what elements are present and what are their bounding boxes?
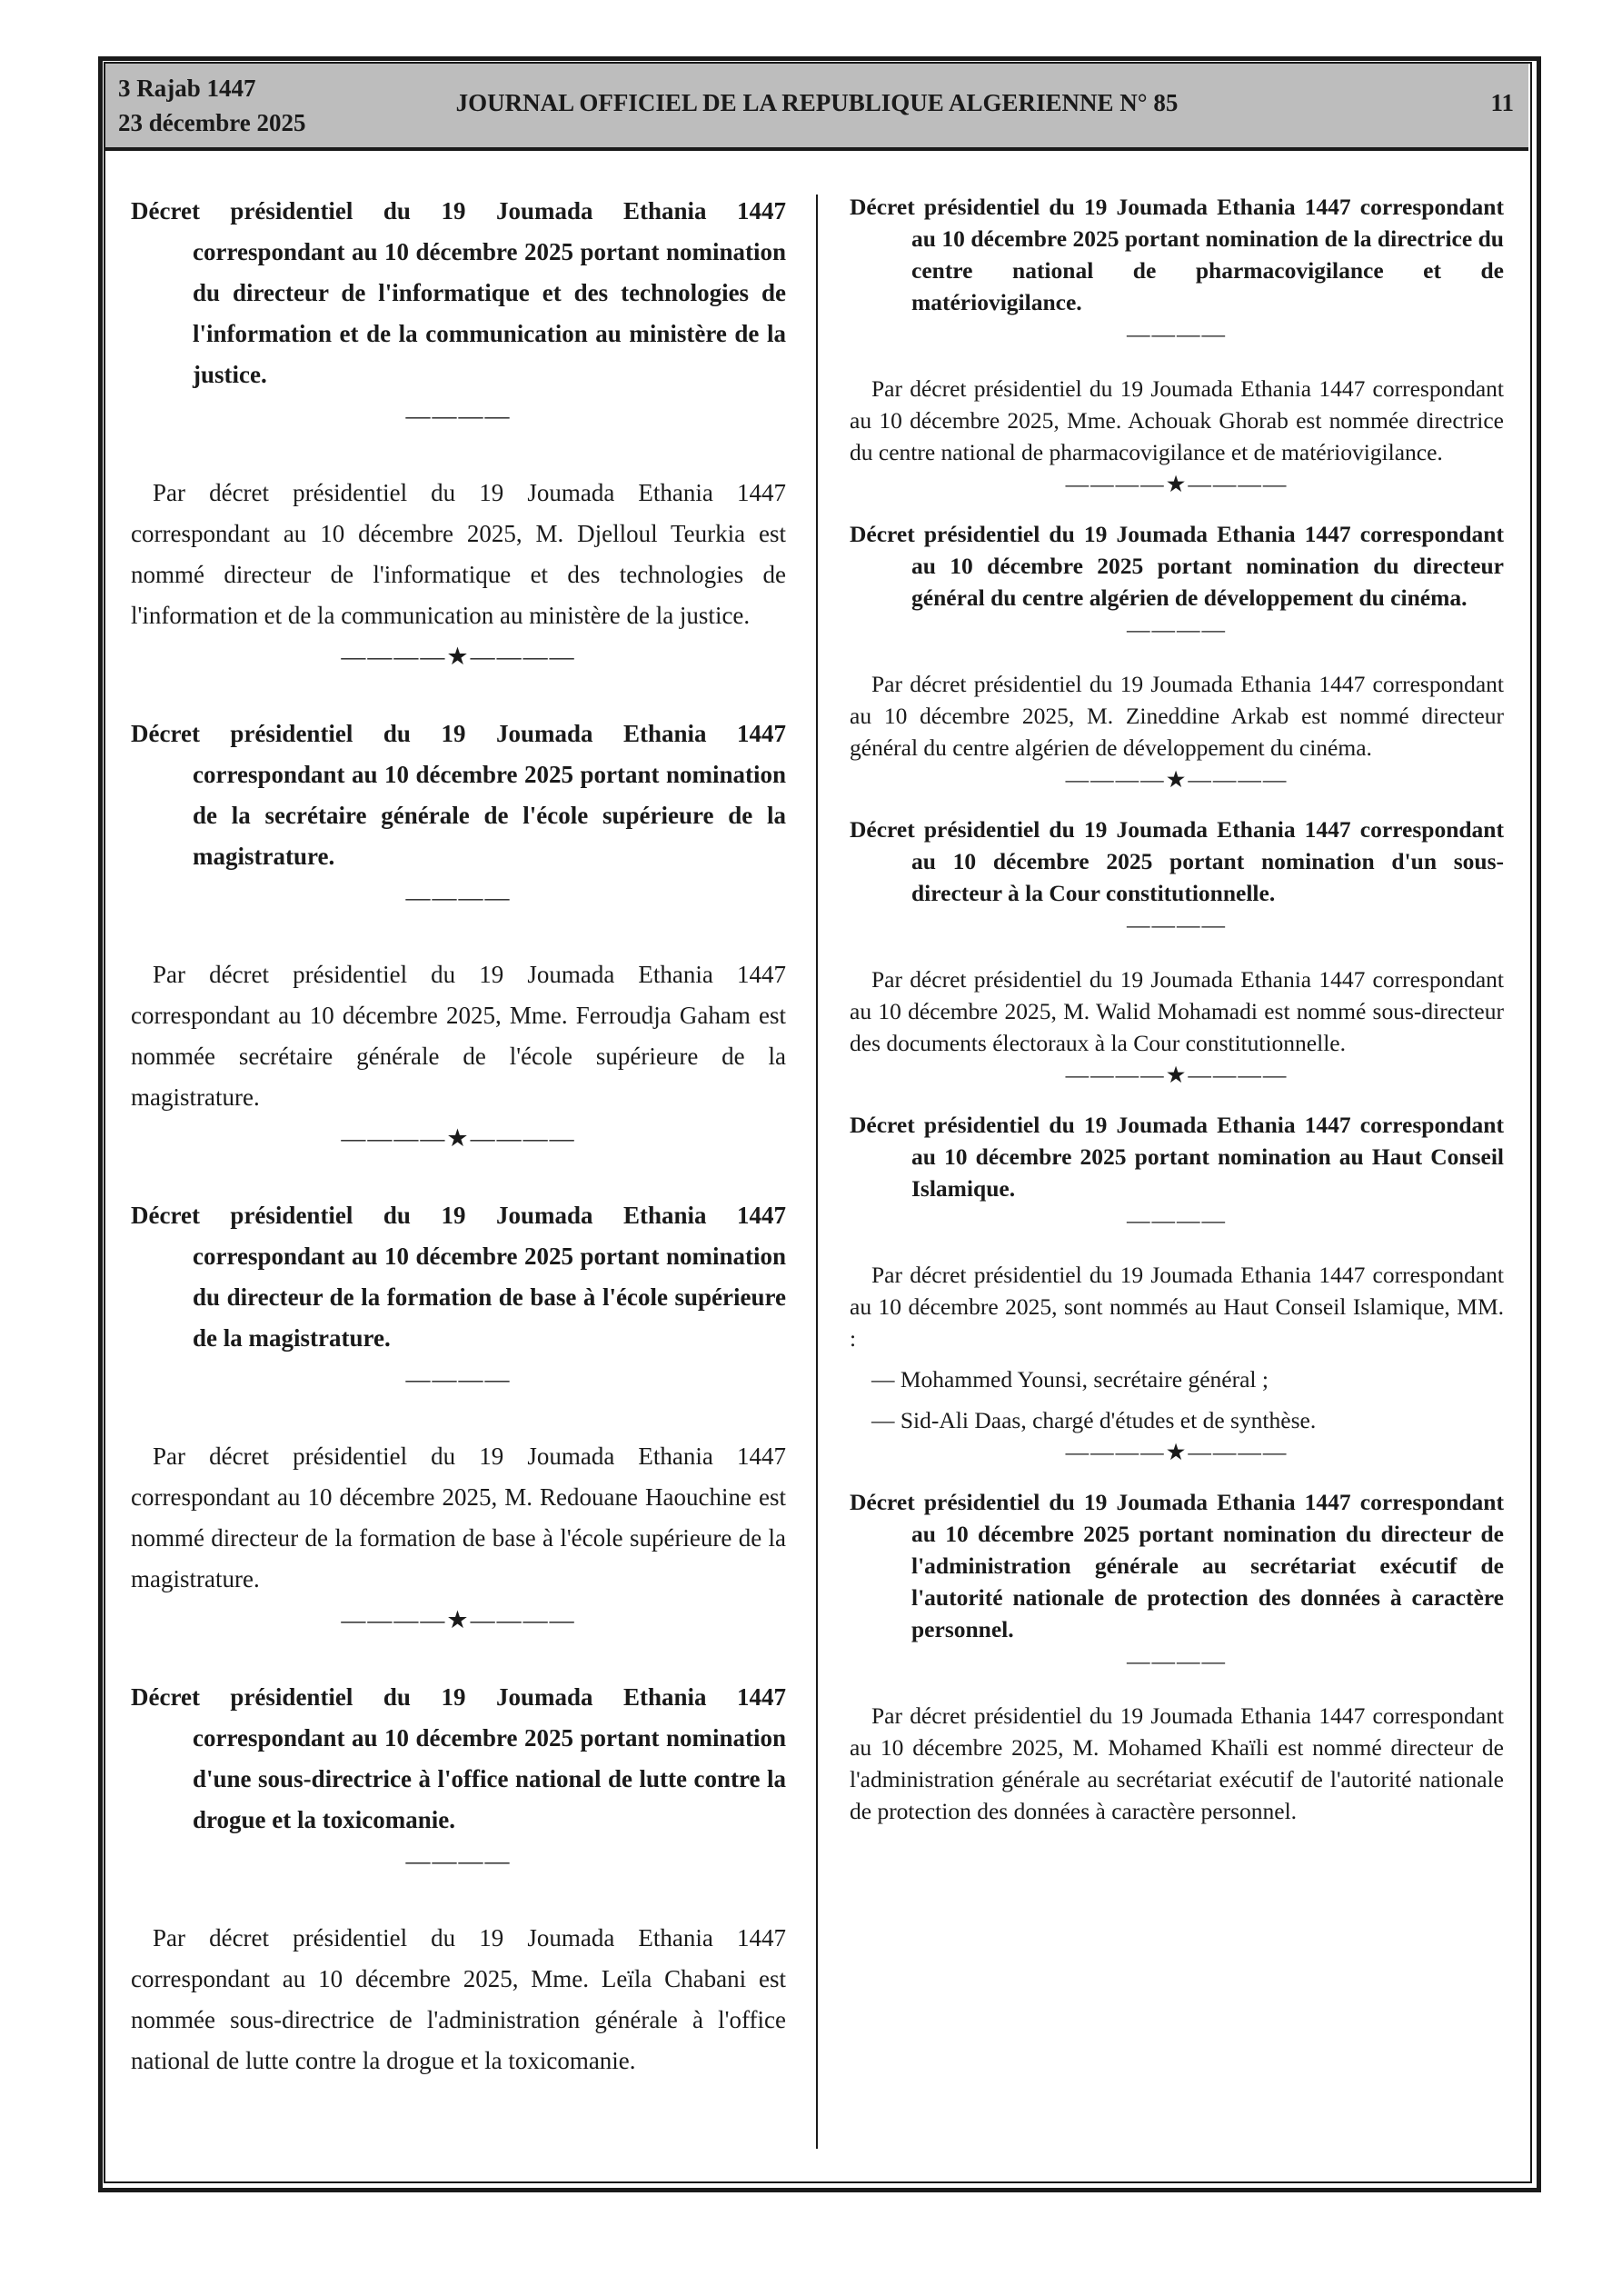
left-column	[131, 191, 786, 2081]
short-separator: ————	[1127, 1648, 1227, 1674]
decree-article	[131, 191, 786, 677]
decree-heading: Décret présidentiel du 19 Joumada Ethania 1447 correspondant au 10 décembre 2025 portant nomination du directeur général du centre algérien de développement du cinéma.	[850, 521, 1504, 611]
decree-heading: Décret présidentiel du 19 Joumada Ethania 1447 correspondant au 10 décembre 2025 portant nomination du directeur de la formation de base à l'école supérieure de la magistrature.	[131, 1202, 786, 1352]
hijri-date: 3 Rajab 1447	[118, 75, 256, 102]
star-separator: ————★————	[341, 643, 576, 670]
star-separator: ————★————	[341, 1124, 576, 1152]
decree-body: Par décret présidentiel du 19 Joumada Ethania 1447 correspondant au 10 décembre 2025, M. Djelloul Teurkia est nommé directeur de l'informatique et des technologies de l'information et de la communication au ministère de la justice.	[131, 479, 786, 629]
decree-heading: Décret présidentiel du 19 Joumada Ethania 1447 correspondant au 10 décembre 2025 portant nomination du directeur de l'informatique et des technologies de l'information et de la communication au ministère de la justice.	[131, 197, 786, 388]
decree-body: Par décret présidentiel du 19 Joumada Ethania 1447 correspondant au 10 décembre 2025, Mme. Ferroudja Gaham est nommée secrétaire générale de l'école supérieure de la magistrature.	[131, 961, 786, 1111]
decree-heading: Décret présidentiel du 19 Joumada Ethania 1447 correspondant au 10 décembre 2025 portant nomination de la directrice du centre national de pharmacovigilance et de matériovigilance.	[850, 194, 1504, 315]
decree-body: Par décret présidentiel du 19 Joumada Ethania 1447 correspondant au 10 décembre 2025, sont nommés au Haut Conseil Islamique, MM. :	[850, 1262, 1504, 1352]
gregorian-date: 23 décembre 2025	[118, 109, 306, 136]
right-column	[850, 191, 1504, 1827]
page-number: 11	[1490, 89, 1514, 116]
decree-body: Par décret présidentiel du 19 Joumada Ethania 1447 correspondant au 10 décembre 2025, M. Zineddine Arkab est nommé directeur général du centre algérien de développement du cinéma.	[850, 671, 1504, 761]
appointee-item: — Sid-Ali Daas, chargé d'études et de synthèse.	[871, 1407, 1317, 1433]
appointee-item: — Mohammed Younsi, secrétaire général ;	[871, 1366, 1269, 1393]
short-separator: ————	[1127, 912, 1227, 938]
decree-article	[850, 518, 1504, 795]
decree-article	[850, 1486, 1504, 1827]
decree-body: Par décret présidentiel du 19 Joumada Ethania 1447 correspondant au 10 décembre 2025, M. Redouane Haouchine est nommé directeur de la formation de base à l'école supérieure de la magistrature.	[131, 1442, 786, 1592]
star-separator: ————★————	[1065, 1062, 1289, 1088]
decree-article	[850, 1109, 1504, 1468]
decree-body: Par décret présidentiel du 19 Joumada Ethania 1447 correspondant au 10 décembre 2025, M. Walid Mohamadi est nommé sous-directeur des documents électoraux à la Cour constitutionnelle.	[850, 966, 1504, 1056]
decree-article	[131, 714, 786, 1159]
decree-article	[131, 1677, 786, 2081]
short-separator: ————	[405, 1365, 512, 1393]
decree-article	[131, 1195, 786, 1641]
short-separator: ————	[1127, 616, 1227, 643]
short-separator: ————	[405, 883, 512, 911]
short-separator: ————	[405, 1847, 512, 1874]
star-separator: ————★————	[1065, 1439, 1289, 1465]
decree-article	[850, 191, 1504, 500]
decree-body: Par décret présidentiel du 19 Joumada Ethania 1447 correspondant au 10 décembre 2025, M. Mohamed Khaïli est nommé directeur de l'administration générale au secrétariat exécutif de l'autorité nationale de protection des données à caractère personnel.	[850, 1702, 1504, 1824]
journal-header	[105, 64, 1528, 151]
star-separator: ————★————	[341, 1606, 576, 1633]
decree-heading: Décret présidentiel du 19 Joumada Ethania 1447 correspondant au 10 décembre 2025 portant nomination de la secrétaire générale de l'école supérieure de la magistrature.	[131, 720, 786, 870]
short-separator: ————	[1127, 1207, 1227, 1233]
journal-title: JOURNAL OFFICIEL DE LA REPUBLIQUE ALGERIENNE N° 85	[455, 89, 1179, 116]
decree-article	[850, 814, 1504, 1091]
star-separator: ————★————	[1065, 471, 1289, 497]
decree-body: Par décret présidentiel du 19 Joumada Ethania 1447 correspondant au 10 décembre 2025, Mme. Leïla Chabani est nommée sous-directrice de l'administration générale à l'office national de lutte contre la drogue et la toxicomanie.	[131, 1924, 786, 2074]
decree-heading: Décret présidentiel du 19 Joumada Ethania 1447 correspondant au 10 décembre 2025 portant nomination du directeur de l'administration générale au secrétariat exécutif de l'autorité nationale de protection des données à caractère personnel.	[850, 1489, 1504, 1642]
decree-heading: Décret présidentiel du 19 Joumada Ethania 1447 correspondant au 10 décembre 2025 portant nomination au Haut Conseil Islamique.	[850, 1112, 1504, 1202]
decree-heading: Décret présidentiel du 19 Joumada Ethania 1447 correspondant au 10 décembre 2025 portant nomination d'un sous-directeur à la Cour constitutionnelle.	[850, 816, 1504, 906]
column-divider	[816, 195, 818, 2149]
star-separator: ————★————	[1065, 766, 1289, 793]
short-separator: ————	[405, 402, 512, 429]
short-separator: ————	[1127, 321, 1227, 347]
decree-heading: Décret présidentiel du 19 Joumada Ethania 1447 correspondant au 10 décembre 2025 portant nomination d'une sous-directrice à l'office national de lutte contre la drogue et la toxicomanie.	[131, 1683, 786, 1833]
decree-body: Par décret présidentiel du 19 Joumada Ethania 1447 correspondant au 10 décembre 2025, Mme. Achouak Ghorab est nommée directrice du centre national de pharmacovigilance et de matériovigilance.	[850, 375, 1504, 465]
